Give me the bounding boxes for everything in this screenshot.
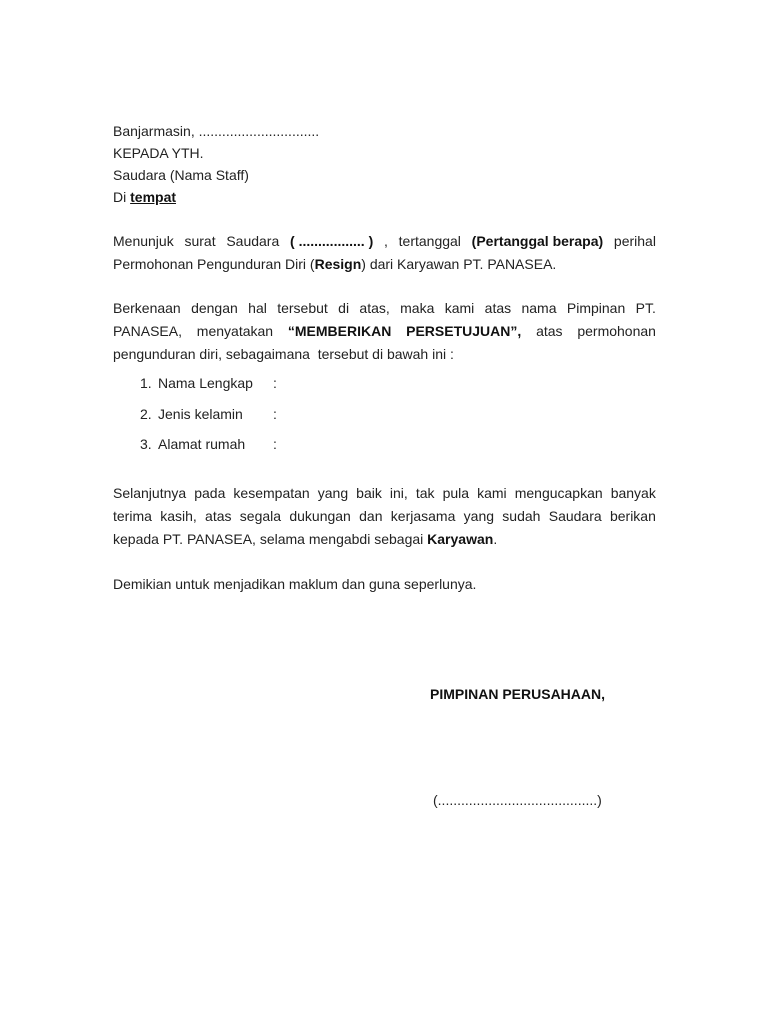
paragraph-reference-line-1 (113, 230, 656, 253)
word: tak (415, 485, 435, 501)
list-item (140, 404, 277, 424)
text-segment: Permohonan Pengunduran Diri ( (113, 256, 315, 272)
date-placeholder: (Pertanggal berapa) (471, 233, 604, 249)
word: Selanjutnya (113, 485, 187, 501)
list-colon: : (273, 436, 277, 452)
word: permohonan (577, 323, 656, 339)
word: dukungan (289, 508, 351, 524)
approval-statement-part: PERSETUJUAN”, (406, 323, 522, 339)
signature-blank: (.........................................) (433, 792, 602, 808)
to-line: KEPADA YTH. (113, 145, 204, 161)
list-label: Jenis kelamin (158, 406, 243, 422)
word: atas (205, 508, 232, 524)
list-number: 3. (140, 436, 152, 452)
word: maka (400, 300, 435, 316)
word: atas, (359, 300, 390, 316)
location-line (113, 187, 176, 207)
place-date-line (113, 121, 319, 141)
word: kerjasama (390, 508, 456, 524)
word: berikan (609, 508, 656, 524)
word: ini, (389, 485, 408, 501)
list-item (140, 373, 277, 393)
word: atas (536, 323, 563, 339)
word: kami (444, 300, 475, 316)
word: atas (484, 300, 512, 316)
word: kesempatan (233, 485, 310, 501)
word: Saudara (548, 508, 602, 524)
paragraph-approval-line-2 (113, 320, 656, 343)
list-label: Alamat rumah (158, 436, 246, 452)
word: tersebut (277, 300, 328, 316)
closing-sentence: Demikian untuk menjadikan maklum dan guna seperlunya. (113, 576, 477, 592)
word: di (338, 300, 350, 316)
place-date-label: Banjarmasin, (113, 123, 195, 139)
word: tertanggal (398, 233, 461, 249)
word: menyatakan (196, 323, 274, 339)
list-colon: : (273, 375, 277, 391)
word: PT. (635, 300, 656, 316)
word: nama (521, 300, 557, 316)
word: Saudara (226, 233, 280, 249)
word: surat (184, 233, 216, 249)
word: Menunjuk (113, 233, 174, 249)
list-number: 1. (140, 375, 152, 391)
location-text: tempat (130, 189, 177, 205)
resign-term: Resign (314, 256, 362, 272)
word: hal (248, 300, 267, 316)
paragraph-approval (113, 297, 656, 366)
word: , (384, 233, 388, 249)
letter-number-blank: ( ................. ) (290, 233, 374, 249)
word: kami (477, 485, 507, 501)
word: yang (317, 485, 349, 501)
location-prefix: Di (113, 189, 127, 205)
word: terima (113, 508, 152, 524)
paragraph-approval-line-1 (113, 297, 656, 320)
paragraph-approval-line-3: pengunduran diri, sebagaimana tersebut di bawah ini : (113, 346, 454, 362)
list-label: Nama Lengkap (158, 375, 253, 391)
approval-statement-part: “MEMBERIKAN (287, 323, 392, 339)
word: mengucapkan (514, 485, 603, 501)
word: pada (194, 485, 226, 501)
word: segala (239, 508, 282, 524)
word: PANASEA, (113, 323, 182, 339)
text-segment: kepada PT. PANASEA, selama mengabdi sebagai (113, 531, 428, 547)
text-segment: . (493, 531, 498, 547)
word: kasih, (160, 508, 197, 524)
paragraph-reference-line-2 (113, 253, 656, 276)
signature-title: PIMPINAN PERUSAHAAN, (430, 686, 606, 702)
text-segment: ) dari Karyawan PT. PANASEA. (361, 256, 557, 272)
word: sudah (502, 508, 541, 524)
word: Pimpinan (566, 300, 626, 316)
word: banyak (610, 485, 656, 501)
employee-term: Karyawan (427, 531, 494, 547)
list-item (140, 434, 277, 454)
recipient-line: Saudara (Nama Staff) (113, 167, 249, 183)
word: perihal (613, 233, 656, 249)
word: Berkenaan (113, 300, 181, 316)
word: dan (359, 508, 383, 524)
word: yang (463, 508, 495, 524)
paragraph-reference (113, 230, 656, 276)
list-number: 2. (140, 406, 152, 422)
paragraph-thanks-line-3 (113, 528, 656, 551)
paragraph-thanks-line-2 (113, 505, 656, 528)
list-colon: : (273, 406, 277, 422)
word: pula (442, 485, 470, 501)
word: baik (356, 485, 382, 501)
word: dengan (191, 300, 238, 316)
place-date-blank: ............................... (198, 123, 320, 139)
paragraph-thanks (113, 482, 656, 551)
paragraph-thanks-line-1 (113, 482, 656, 505)
